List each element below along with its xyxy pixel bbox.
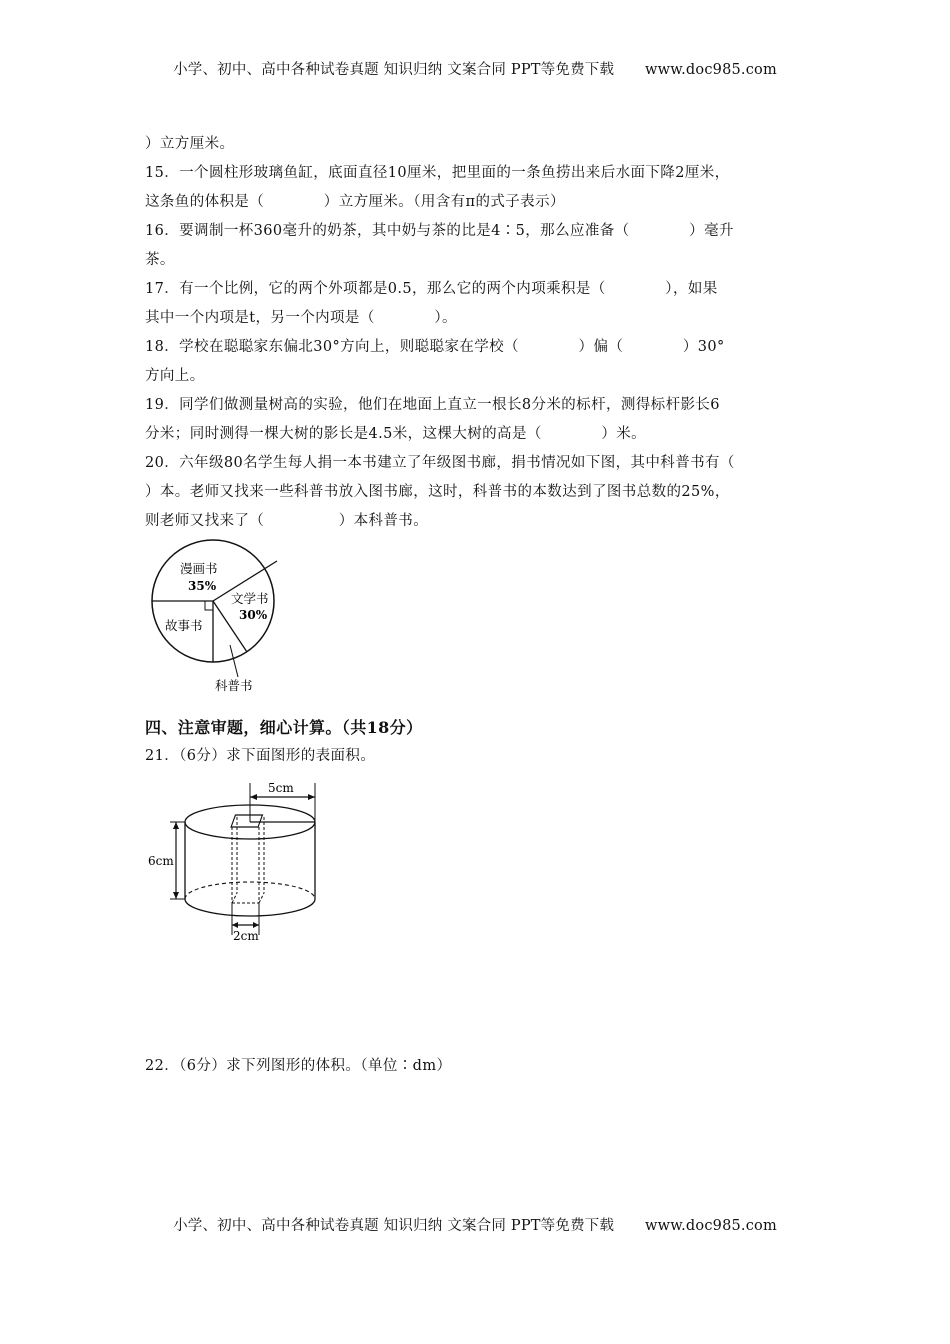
cylinder-bottom-back xyxy=(185,882,315,899)
question-21: 21．（6分）求下面图形的表面积。 xyxy=(145,748,376,764)
text-line: 其中一个内项是t，另一个内项是（ ）。 xyxy=(145,310,457,326)
question-15: 15．一个圆柱形玻璃鱼缸，底面直径10厘米，把里面的一条鱼捞出来后水面下降2厘米， xyxy=(145,165,730,181)
header-text: 小学、初中、高中各种试卷真题 知识归纳 文案合同 PPT等免费下载 xyxy=(173,62,615,78)
book-pie-chart xyxy=(145,535,295,695)
pie-leader-line xyxy=(230,645,238,677)
text-line: 方向上。 xyxy=(145,368,205,384)
pie-label-manhua: 漫画书 xyxy=(180,561,218,576)
question-22: 22．（6分）求下列图形的体积。（单位∶dm） xyxy=(145,1058,452,1074)
question-content xyxy=(145,130,810,536)
arrowhead xyxy=(308,794,315,800)
question-18: 18．学校在聪聪家东偏北30°方向上，则聪聪家在学校（ ）偏（ ）30° xyxy=(145,339,725,355)
question-16: 16．要调制一杯360毫升的奶茶，其中奶与茶的比是4∶5，那么应准备（ ）毫升 xyxy=(145,223,734,239)
page-header xyxy=(0,58,950,79)
cuboid-top-face xyxy=(231,815,262,827)
text-line: 这条鱼的体积是（ ）立方厘米。（用含有π的式子表示） xyxy=(145,194,565,210)
cuboid-edge xyxy=(259,893,264,903)
footer-url[interactable]: www.doc985.com xyxy=(644,1218,777,1234)
top-dimension-label: 5cm xyxy=(268,781,294,795)
section-4-title: 四、注意审题，细心计算。（共18分） xyxy=(145,718,423,737)
pie-label-kepu: 科普书 xyxy=(215,678,253,693)
text-line: 则老师又找来了（ ）本科普书。 xyxy=(145,513,429,529)
pie-percent-wenxue: 30% xyxy=(239,608,268,622)
header-url[interactable]: www.doc985.com xyxy=(644,62,777,78)
arrowhead xyxy=(250,794,257,800)
text-line: ）立方厘米。 xyxy=(145,136,235,152)
pie-label-gushi: 故事书 xyxy=(165,618,203,633)
cylinder-cuboid-figure xyxy=(140,775,340,945)
arrowhead xyxy=(253,922,259,928)
text-line: 分米；同时测得一棵大树的影长是4.5米，这棵大树的高是（ ）米。 xyxy=(145,426,647,442)
text-line: ）本。老师又找来一些科普书放入图书廊，这时，科普书的本数达到了图书总数的25%， xyxy=(145,484,730,500)
page-footer xyxy=(0,1214,950,1235)
arrowhead xyxy=(173,822,179,829)
bottom-dimension-label: 2cm xyxy=(233,929,259,943)
arrowhead xyxy=(232,922,238,928)
pie-percent-manhua: 35% xyxy=(188,579,217,593)
cuboid-edge xyxy=(232,893,237,903)
arrowhead xyxy=(173,892,179,899)
right-angle-mark xyxy=(205,601,213,610)
footer-text: 小学、初中、高中各种试卷真题 知识归纳 文案合同 PPT等免费下载 xyxy=(173,1218,615,1234)
question-19: 19．同学们做测量树高的实验，他们在地面上直立一根长8分米的标杆，测得标杆影长6 xyxy=(145,397,720,413)
pie-label-wenxue: 文学书 xyxy=(231,591,269,606)
question-20: 20．六年级80名学生每人捐一本书建立了年级图书廊，捐书情况如下图，其中科普书有（ xyxy=(145,455,735,471)
question-17: 17．有一个比例，它的两个外项都是0.5，那么它的两个内项乘积是（ ），如果 xyxy=(145,281,718,297)
cylinder-bottom-front xyxy=(185,899,315,916)
text-line: 茶。 xyxy=(145,252,175,268)
left-dimension-label: 6cm xyxy=(148,854,174,868)
